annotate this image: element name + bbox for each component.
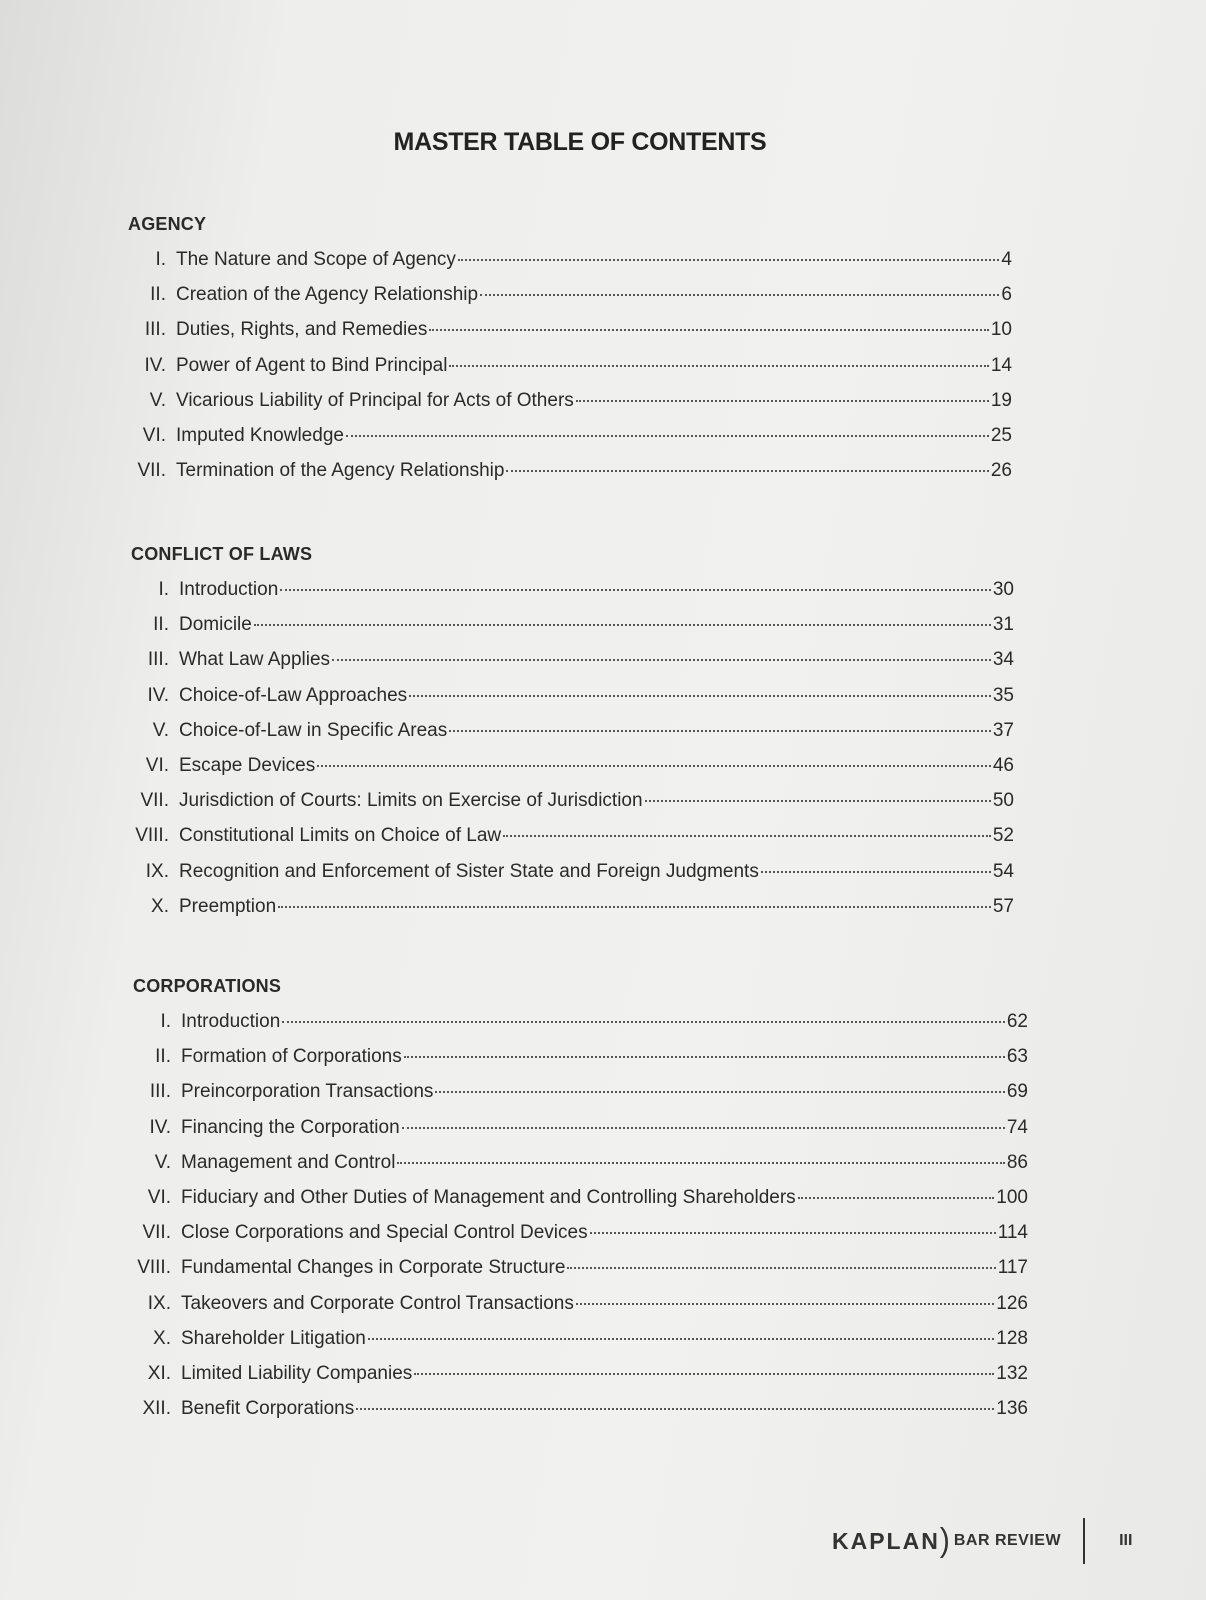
entry-page: 31 (992, 614, 1014, 636)
toc-entry (133, 1257, 1028, 1292)
entry-page: 63 (1006, 1046, 1028, 1068)
entry-page: 57 (992, 895, 1014, 917)
toc-entry (131, 579, 1014, 614)
entry-numeral: XI. (147, 1362, 171, 1384)
page-title: MASTER TABLE OF CONTENTS (393, 128, 767, 156)
entry-title: What Law Applies (179, 649, 331, 671)
entry-numeral: VI. (147, 1186, 171, 1208)
dot-leader (506, 470, 988, 472)
dot-leader (254, 624, 991, 626)
dot-leader (397, 1162, 1004, 1164)
entry-title: Vicarious Liability of Principal for Acts of Others (176, 389, 574, 411)
entry-title: Preincorporation Transactions (181, 1081, 434, 1103)
entry-title: Limited Liability Companies (181, 1362, 413, 1384)
toc-entry (131, 825, 1014, 860)
toc-entry (133, 1363, 1028, 1398)
toc-entry (133, 1328, 1028, 1363)
entry-page: 86 (1006, 1151, 1028, 1173)
toc-entry (133, 1222, 1028, 1257)
logo-arc-icon: ) (939, 1522, 950, 1559)
section-heading: CORPORATIONS (133, 976, 282, 996)
entry-title: Preemption (179, 895, 277, 917)
entry-numeral: IX. (147, 1292, 171, 1314)
entry-title: Constitutional Limits on Choice of Law (179, 825, 502, 847)
entry-title: Takeovers and Corporate Control Transactions (181, 1292, 574, 1314)
toc-entry (133, 1117, 1028, 1152)
dot-leader (761, 871, 991, 873)
section-heading: AGENCY (128, 214, 207, 234)
entry-title: Choice-of-Law in Specific Areas (179, 719, 448, 741)
entry-page: 52 (992, 825, 1014, 847)
dot-leader (368, 1338, 994, 1340)
entry-numeral: III. (149, 1081, 171, 1103)
entry-numeral: IX. (145, 860, 169, 882)
entry-title: Creation of the Agency Relationship (176, 284, 479, 306)
entry-title: Domicile (179, 614, 252, 636)
entry-page: 100 (996, 1186, 1028, 1208)
entry-title: Financing the Corporation (181, 1116, 400, 1138)
entry-numeral: I. (160, 1011, 171, 1032)
toc-entry (133, 1187, 1028, 1222)
entry-title: Close Corporations and Special Control Devices (181, 1222, 588, 1244)
toc-entry (128, 249, 1012, 284)
toc-entry (128, 319, 1012, 354)
toc-entry (133, 1011, 1028, 1046)
entry-title: Jurisdiction of Courts: Limits on Exercise of Jurisdiction (179, 790, 643, 812)
entry-numeral: X. (153, 1327, 171, 1349)
toc-entry (131, 685, 1014, 720)
entry-title: The Nature and Scope of Agency (176, 249, 456, 270)
entry-numeral: VII. (140, 790, 169, 812)
entry-numeral: III. (144, 319, 166, 341)
entry-page: 10 (990, 319, 1012, 341)
dot-leader (449, 365, 988, 367)
kaplan-logo: KAPLAN (832, 1527, 940, 1554)
dot-leader (590, 1232, 996, 1234)
toc-entry (128, 284, 1012, 319)
entry-page: 4 (1001, 249, 1012, 270)
entry-numeral: VIII. (137, 1257, 171, 1279)
entry-numeral: IV. (144, 354, 166, 376)
footer (832, 1518, 1132, 1564)
entry-title: Termination of the Agency Relationship (176, 460, 505, 482)
entry-title: Shareholder Litigation (181, 1327, 366, 1349)
dot-leader (317, 765, 991, 767)
entry-title: Management and Control (181, 1151, 396, 1173)
entry-page: 128 (996, 1327, 1028, 1349)
entry-numeral: VI. (145, 754, 169, 776)
entry-page: 14 (990, 354, 1012, 376)
toc-entry (133, 1152, 1028, 1187)
entry-page: 69 (1006, 1081, 1028, 1103)
section-conflict-of-laws (131, 544, 1014, 931)
entry-title: Formation of Corporations (181, 1046, 402, 1068)
dot-leader (645, 800, 991, 802)
entry-numeral: V. (149, 389, 166, 411)
divider (1083, 1518, 1085, 1564)
entry-numeral: I. (158, 579, 169, 600)
entry-numeral: VII. (137, 460, 166, 482)
entry-page: 37 (992, 719, 1014, 741)
dot-leader (798, 1197, 995, 1199)
entry-numeral: VII. (142, 1222, 171, 1244)
entry-page: 117 (997, 1257, 1028, 1279)
entry-page: 62 (1006, 1011, 1028, 1032)
entry-title: Fiduciary and Other Duties of Management and Controlling Shareholders (181, 1186, 796, 1208)
dot-leader (280, 589, 991, 591)
entry-title: Choice-of-Law Approaches (179, 684, 408, 706)
dot-leader (414, 1373, 994, 1375)
dot-leader (402, 1127, 1005, 1129)
dot-leader (356, 1408, 994, 1410)
toc-entry (128, 425, 1012, 460)
dot-leader (429, 329, 989, 331)
toc-entry (131, 720, 1014, 755)
dot-leader (458, 259, 1000, 261)
entry-title: Introduction (181, 1011, 281, 1032)
entry-page: 6 (1001, 284, 1012, 306)
entry-title: Introduction (179, 579, 279, 600)
entry-numeral: VI. (142, 424, 166, 446)
entry-title: Recognition and Enforcement of Sister State and Foreign Judgments (179, 860, 759, 882)
entry-numeral: II. (150, 284, 166, 306)
dot-leader (567, 1267, 995, 1269)
toc-entry (133, 1398, 1028, 1433)
dot-leader (346, 435, 989, 437)
entry-page: 34 (992, 649, 1014, 671)
dot-leader (404, 1056, 1005, 1058)
entry-page: 114 (997, 1222, 1028, 1244)
entry-page: 19 (990, 389, 1012, 411)
dot-leader (576, 400, 989, 402)
dot-leader (409, 695, 991, 697)
entry-page: 126 (996, 1292, 1028, 1314)
entry-numeral: XII. (142, 1398, 171, 1420)
entry-title: Benefit Corporations (181, 1398, 355, 1420)
entry-numeral: VIII. (135, 825, 169, 847)
entry-title: Power of Agent to Bind Principal (176, 354, 448, 376)
entry-page: 30 (992, 579, 1014, 600)
toc-entry (133, 1046, 1028, 1081)
entry-title: Fundamental Changes in Corporate Structure (181, 1257, 566, 1279)
section-heading: CONFLICT OF LAWS (131, 544, 313, 564)
product-name: BAR REVIEW (953, 1532, 1062, 1549)
dot-leader (332, 659, 991, 661)
entry-title: Duties, Rights, and Remedies (176, 319, 428, 341)
entry-page: 74 (1006, 1116, 1028, 1138)
section-agency (128, 214, 1012, 495)
dot-leader (282, 1021, 1005, 1023)
toc-entry (128, 355, 1012, 390)
entry-page: 46 (992, 754, 1014, 776)
entry-numeral: IV. (149, 1116, 171, 1138)
section-corporations (133, 976, 1028, 1433)
entry-page: 136 (996, 1398, 1028, 1420)
toc-entry (131, 649, 1014, 684)
toc-entry (128, 390, 1012, 425)
entry-page: 132 (996, 1362, 1028, 1384)
entry-numeral: III. (147, 649, 169, 671)
toc-entry (133, 1293, 1028, 1328)
entry-numeral: V. (154, 1151, 171, 1173)
dot-leader (435, 1091, 1004, 1093)
entry-numeral: II. (153, 614, 169, 636)
entry-title: Imputed Knowledge (176, 424, 344, 446)
toc-entry (131, 790, 1014, 825)
entry-numeral: I. (155, 249, 166, 270)
entry-page: 35 (992, 684, 1014, 706)
dot-leader (576, 1303, 994, 1305)
entry-numeral: V. (152, 719, 169, 741)
toc-entry (131, 861, 1014, 896)
entry-title: Escape Devices (179, 754, 316, 776)
entry-page: 50 (992, 790, 1014, 812)
dot-leader (503, 835, 991, 837)
toc-entry (133, 1081, 1028, 1116)
dot-leader (278, 906, 991, 908)
toc-entry (131, 896, 1014, 931)
entry-page: 54 (992, 860, 1014, 882)
page-number: III (1119, 1532, 1133, 1549)
entry-page: 25 (990, 424, 1012, 446)
dot-leader (480, 294, 999, 296)
dot-leader (449, 730, 991, 732)
toc-entry (131, 755, 1014, 790)
toc-entry (131, 614, 1014, 649)
toc-entry (128, 460, 1012, 495)
entry-page: 26 (990, 460, 1012, 482)
entry-numeral: IV. (147, 684, 169, 706)
entry-numeral: II. (155, 1046, 171, 1068)
entry-numeral: X. (151, 895, 169, 917)
